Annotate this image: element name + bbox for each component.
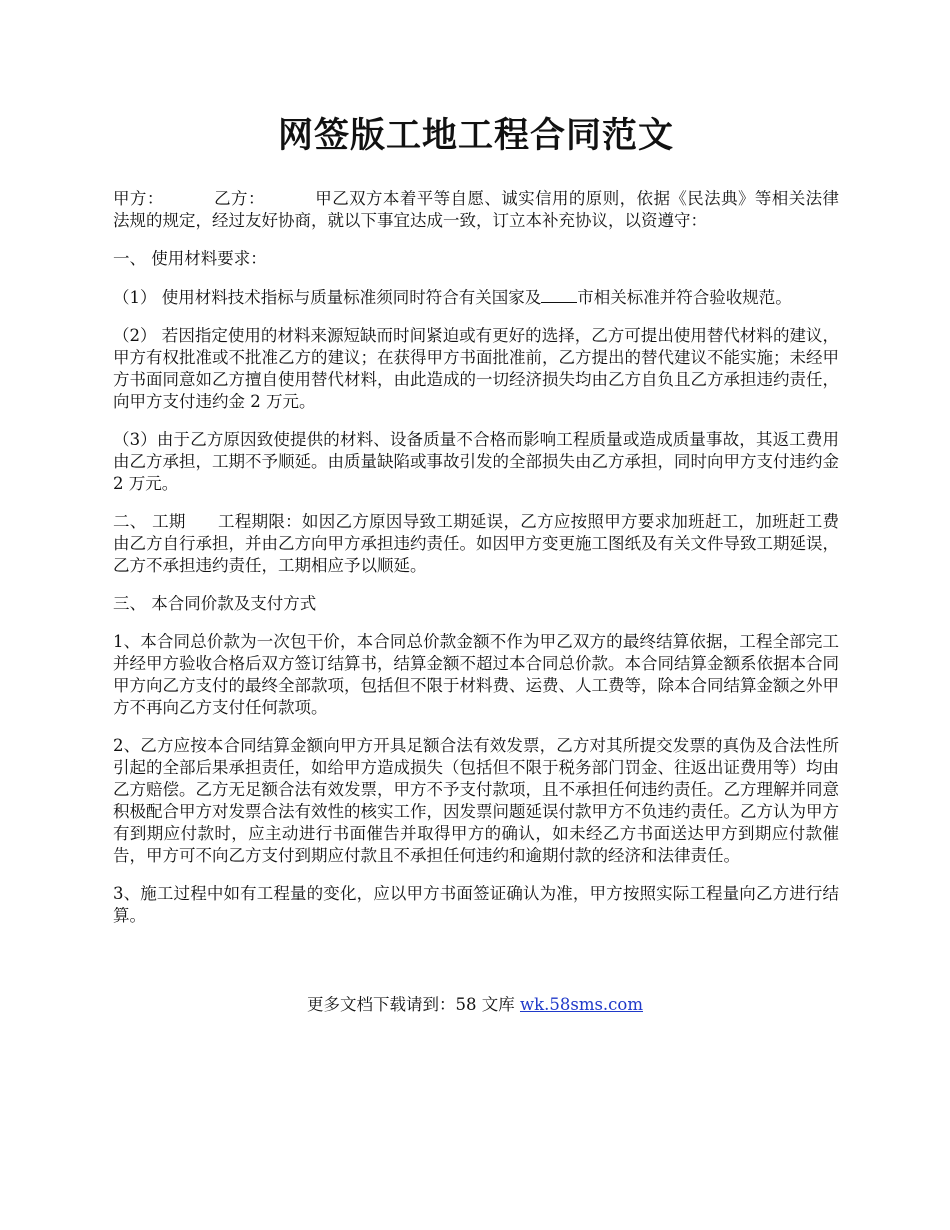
footer-text: 更多文档下载请到：58 文库 (306, 995, 520, 1014)
section-3-item-3: 3、施工过程中如有工程量的变化，应以甲方书面签证确认为准，甲方按照实际工程量向乙方进行结算。 (113, 884, 839, 925)
section-3-item-2: 2、乙方应按本合同结算金额向甲方开具足额合法有效发票，乙方对其所提交发票的真伪及合法性所引起的全部后果承担责任，如给甲方造成损失（包括但不限于税务部门罚金、往返出证费用等）均由乙方赔偿。乙方无足额合法有效发票，甲方不予支付款项，且不承担任何违约责任。乙方理解并同意积极配合甲方对发票合法有效性的核实工作，因发票问题延误付款甲方不负违约责任。乙方认为甲方有到期应付款时，应主动进行书面催告并取得甲方的确认，如未经乙方书面送达甲方到期应付款催告，甲方可不向乙方支付到期应付款且不承担任何违约和逾期付款的经济和法律责任。 (113, 736, 839, 865)
section-2-label: 二、 工期 (113, 512, 186, 531)
section-1-item-3: （3）由于乙方原因致使提供的材料、设备质量不合格而影响工程质量或造成质量事故，其返工费用由乙方承担，工期不予顺延。由质量缺陷或事故引发的全部损失由乙方承担，同时向甲方支付违约金 2 万元。 (113, 430, 839, 493)
section-2-text: 工程期限：如因乙方原因导致工期延误，乙方应按照甲方要求加班赶工，加班赶工费由乙方自行承担，并由乙方向甲方承担违约责任。如因甲方变更施工图纸及有关文件导致工期延误，乙方不承担违约责任，工期相应予以顺延。 (113, 512, 840, 575)
intro-paragraph (113, 188, 839, 232)
document-body (113, 110, 839, 943)
section-3-heading: 三、 本合同价款及支付方式 (113, 594, 317, 613)
footer-link[interactable]: wk.58sms.com (519, 995, 643, 1014)
blank-underline (541, 286, 577, 303)
party-a-label: 甲方： (113, 189, 164, 208)
section-3-item-1: 1、本合同总价款为一次包干价，本合同总价款金额不作为甲乙双方的最终结算依据，工程全部完工并经甲方验收合格后双方签订结算书，结算金额不超过本合同总价款。本合同结算金额系依据本合同甲方向乙方支付的最终全部款项，包括但不限于材料费、运费、人工费等，除本合同结算金额之外甲方不再向乙方支付任何款项。 (113, 632, 839, 717)
section-2-paragraph (113, 511, 839, 577)
footer (0, 993, 950, 1017)
section-1-item-1: （1） 使用材料技术指标与质量标准须同时符合有关国家及 市相关标准并符合验收规范。 (113, 288, 792, 307)
intro-text: 甲乙双方本着平等自愿、诚实信用的原则，依据《民法典》等相关法律法规的规定，经过友好协商，就以下事宜达成一致，订立本补充协议，以资遵守： (113, 189, 840, 230)
section-1-item-2: （2） 若因指定使用的材料来源短缺而时间紧迫或有更好的选择，乙方可提出使用替代材料的建议，甲方有权批准或不批准乙方的建议；在获得甲方书面批准前，乙方提出的替代建议不能实施；未经甲方书面同意如乙方擅自使用替代材料，由此造成的一切经济损失均由乙方自负且乙方承担违约责任，向甲方支付违约金 2 万元。 (113, 326, 839, 411)
page-title: 网签版工地工程合同范文 (277, 115, 674, 156)
party-b-label: 乙方： (213, 189, 265, 208)
section-1-heading: 一、 使用材料要求： (113, 249, 267, 268)
